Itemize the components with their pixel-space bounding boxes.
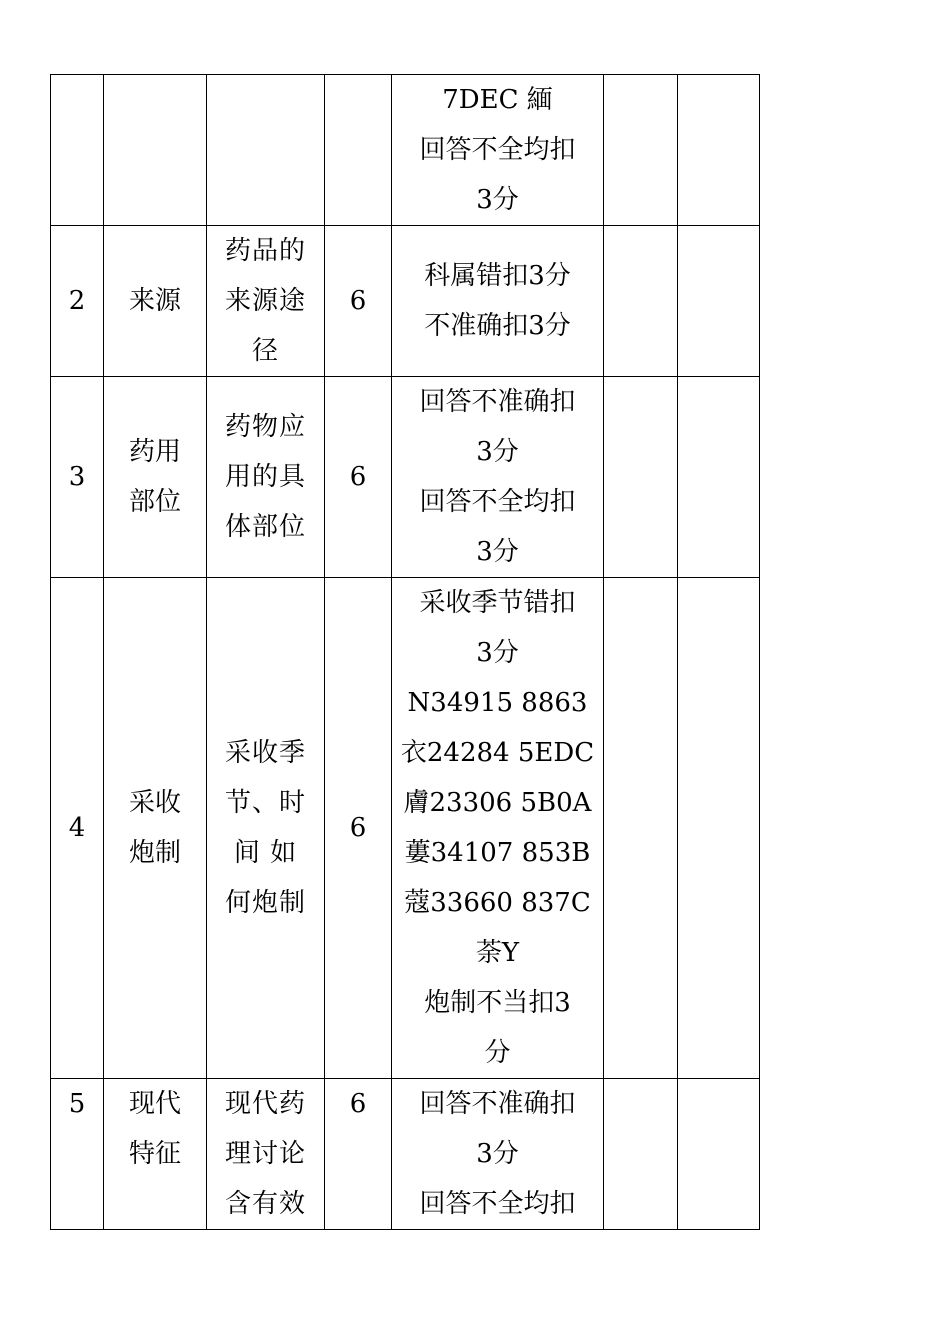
content-line: 含有效 xyxy=(224,1189,306,1219)
criteria-line: 回答不全均扣 xyxy=(419,135,576,165)
criteria-line: 科属错扣3分 xyxy=(424,261,571,291)
table-row xyxy=(51,377,760,578)
content-line: 用的具 xyxy=(224,462,306,492)
table-row xyxy=(51,578,760,1079)
content-cell xyxy=(207,226,325,377)
criteria-line: 3分 xyxy=(476,185,519,215)
row-number: 5 xyxy=(51,1079,104,1230)
score-cell xyxy=(325,75,392,226)
blank-cell xyxy=(604,1079,678,1230)
criteria-cell xyxy=(392,226,604,377)
content-line: 理讨论 xyxy=(224,1139,306,1169)
criteria-line: 荼Y xyxy=(475,938,520,968)
content-line: 体部位 xyxy=(224,512,306,542)
criteria-line: 炮制不当扣3 xyxy=(424,988,571,1018)
content-cell xyxy=(207,1079,325,1230)
item-cell xyxy=(104,1079,207,1230)
blank-cell xyxy=(678,377,760,578)
criteria-line: 3分 xyxy=(476,638,519,668)
criteria-line: 采收季节错扣 xyxy=(419,588,576,618)
item-line: 来源 xyxy=(128,286,181,316)
item-line: 部位 xyxy=(128,487,181,517)
item-cell xyxy=(104,75,207,226)
row-number: 3 xyxy=(51,377,104,578)
criteria-line: 不准确扣3分 xyxy=(424,311,571,341)
content-line: 间 如 xyxy=(233,838,298,868)
table-row xyxy=(51,75,760,226)
criteria-line: 膚23306 5B0A xyxy=(403,788,592,818)
criteria-line: 分 xyxy=(484,1038,511,1068)
item-line: 药用 xyxy=(128,437,181,467)
blank-cell xyxy=(604,226,678,377)
score-cell: 6 xyxy=(325,377,392,578)
score-cell: 6 xyxy=(325,578,392,1079)
content-line: 何炮制 xyxy=(224,888,306,918)
score-cell: 6 xyxy=(325,226,392,377)
content-cell xyxy=(207,578,325,1079)
criteria-line: 3分 xyxy=(476,437,519,467)
row-number: 4 xyxy=(51,578,104,1079)
item-cell xyxy=(104,578,207,1079)
criteria-line: 回答不准确扣 xyxy=(419,1089,576,1119)
item-cell xyxy=(104,226,207,377)
content-line: 来源途 xyxy=(224,286,306,316)
blank-cell xyxy=(678,75,760,226)
criteria-line: N34915 8863 xyxy=(407,688,588,718)
blank-cell xyxy=(678,1079,760,1230)
content-line: 径 xyxy=(251,336,279,366)
criteria-line: 蔞34107 853B xyxy=(404,838,591,868)
criteria-cell xyxy=(392,1079,604,1230)
scoring-table xyxy=(50,74,760,1230)
blank-cell xyxy=(678,226,760,377)
content-line: 节、时 xyxy=(224,788,306,818)
content-cell xyxy=(207,377,325,578)
criteria-cell xyxy=(392,377,604,578)
item-line: 炮制 xyxy=(128,838,181,868)
criteria-line: 3分 xyxy=(476,537,519,567)
criteria-line: 3分 xyxy=(476,1139,519,1169)
criteria-cell xyxy=(392,578,604,1079)
blank-cell xyxy=(604,75,678,226)
content-line: 采收季 xyxy=(224,738,306,768)
criteria-line: 回答不全均扣 xyxy=(419,487,576,517)
item-line: 现代 xyxy=(128,1089,181,1119)
content-cell xyxy=(207,75,325,226)
content-line: 现代药 xyxy=(224,1089,306,1119)
criteria-line: 回答不准确扣 xyxy=(419,387,576,417)
blank-cell xyxy=(678,578,760,1079)
table-row xyxy=(51,226,760,377)
item-line: 特征 xyxy=(128,1139,181,1169)
item-line: 采收 xyxy=(128,788,181,818)
criteria-line: 衣24284 5EDC xyxy=(400,738,595,768)
blank-cell xyxy=(604,377,678,578)
score-cell: 6 xyxy=(325,1079,392,1230)
item-cell xyxy=(104,377,207,578)
criteria-line: 7DEC 緬 xyxy=(442,85,553,115)
row-number: 2 xyxy=(51,226,104,377)
blank-cell xyxy=(604,578,678,1079)
criteria-line: 回答不全均扣 xyxy=(419,1189,576,1219)
criteria-cell xyxy=(392,75,604,226)
content-line: 药品的 xyxy=(224,236,306,266)
content-line: 药物应 xyxy=(224,412,306,442)
table-row xyxy=(51,1079,760,1230)
row-number xyxy=(51,75,104,226)
criteria-line: 蔻33660 837C xyxy=(404,888,591,918)
